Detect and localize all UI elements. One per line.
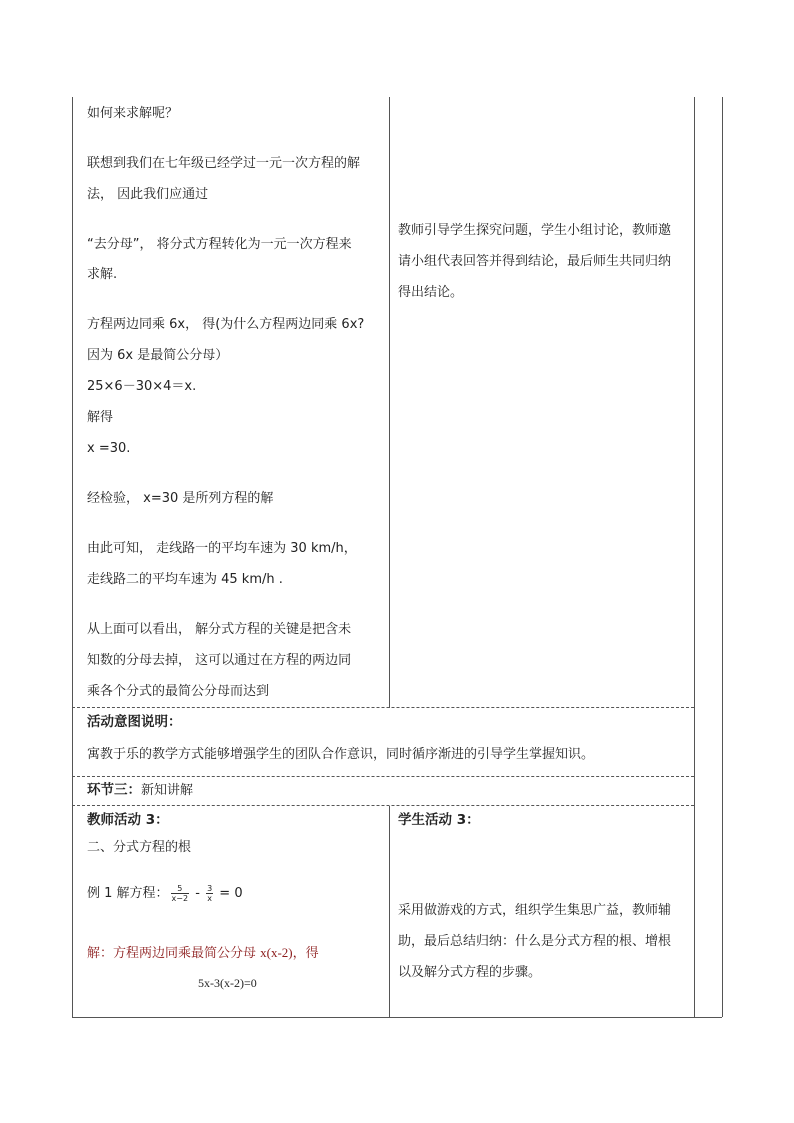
row-divider bbox=[72, 805, 694, 806]
table-border-left bbox=[72, 97, 73, 1017]
text-line: 因为 6x 是最简公分母） bbox=[87, 348, 229, 363]
text-line: 方程两边同乘 6x， 得(为什么方程两边同乘 6x? bbox=[87, 317, 365, 332]
text-line: 解得 bbox=[87, 410, 114, 425]
fraction-numerator: 3 bbox=[207, 884, 213, 893]
text-line: 采用做游戏的方式，组织学生集思广益，教师辅 bbox=[398, 903, 672, 918]
text-line: “去分母”， 将分式方程转化为一元一次方程来 bbox=[87, 237, 352, 252]
text-line: 乘各个分式的最简公分母而达到 bbox=[87, 684, 270, 699]
solution-line bbox=[87, 944, 319, 963]
fraction-denominator: x bbox=[207, 894, 212, 903]
intent-text: 寓教于乐的教学方式能够增强学生的团队合作意识，同时循序渐进的引导学生掌握知识。 bbox=[87, 747, 595, 762]
intent-heading: 活动意图说明： bbox=[87, 714, 182, 730]
minus-sign: - bbox=[195, 886, 200, 901]
text-line: 走线路二的平均车速为 45 km/h . bbox=[87, 572, 283, 587]
text-line: 如何来求解呢？ bbox=[87, 106, 179, 121]
fraction-3-over-x bbox=[206, 884, 213, 903]
fraction-denominator: x−2 bbox=[171, 894, 189, 903]
table-border-inner bbox=[694, 97, 695, 1017]
text-line: 助，最后总结归纳：什么是分式方程的根、增根 bbox=[398, 934, 672, 949]
teacher-subtitle: 二、分式方程的根 bbox=[87, 840, 192, 855]
text-line: 求解. bbox=[87, 267, 118, 282]
example-prefix: 例 1 解方程： bbox=[87, 886, 169, 901]
row-divider bbox=[72, 707, 694, 708]
solution-suffix: ，得 bbox=[292, 946, 319, 961]
text-line: 请小组代表回答并得到结论，最后师生共同归纳 bbox=[398, 254, 672, 269]
solution-denominator: x(x-2) bbox=[260, 945, 293, 960]
column-divider-top bbox=[389, 97, 390, 708]
text-line: 由此可知， 走线路一的平均车速为 30 km/h， bbox=[87, 541, 357, 556]
table-border-bottom bbox=[72, 1017, 722, 1018]
column-divider-bottom bbox=[389, 806, 390, 1017]
fraction-numerator: 5 bbox=[171, 884, 190, 894]
text-line: 25×6－30×4＝x. bbox=[87, 379, 197, 394]
section-prefix: 环节三： bbox=[87, 782, 141, 798]
text-line: 知数的分母去掉， 这可以通过在方程的两边同 bbox=[87, 653, 352, 668]
section-heading bbox=[87, 781, 193, 800]
text-line: 经检验， x=30 是所列方程的解 bbox=[87, 491, 274, 506]
solution-prefix: 解：方程两边同乘最简公分母 bbox=[87, 946, 261, 961]
section-title: 新知讲解 bbox=[141, 783, 194, 798]
text-line: 教师引导学生探究问题，学生小组讨论，教师邀 bbox=[398, 223, 672, 238]
text-line: 法， 因此我们应通过 bbox=[87, 187, 209, 202]
text-line: x =30. bbox=[87, 441, 131, 456]
solution-equation: 5x-3(x-2)=0 bbox=[198, 976, 257, 990]
equals-zero: = 0 bbox=[219, 886, 243, 901]
student-activity-heading: 学生活动 3： bbox=[398, 812, 480, 828]
row-divider bbox=[72, 776, 694, 777]
text-line: 以及解分式方程的步骤。 bbox=[398, 965, 542, 980]
table-border-right bbox=[722, 97, 723, 1017]
text-line: 得出结论。 bbox=[398, 285, 464, 300]
teacher-activity-heading: 教师活动 3： bbox=[87, 812, 169, 828]
text-line: 从上面可以看出， 解分式方程的关键是把含未 bbox=[87, 622, 352, 637]
fraction-5-over-x-minus-2 bbox=[171, 884, 190, 903]
text-line: 联想到我们在七年级已经学过一元一次方程的解 bbox=[87, 156, 361, 171]
example-equation bbox=[87, 884, 243, 904]
